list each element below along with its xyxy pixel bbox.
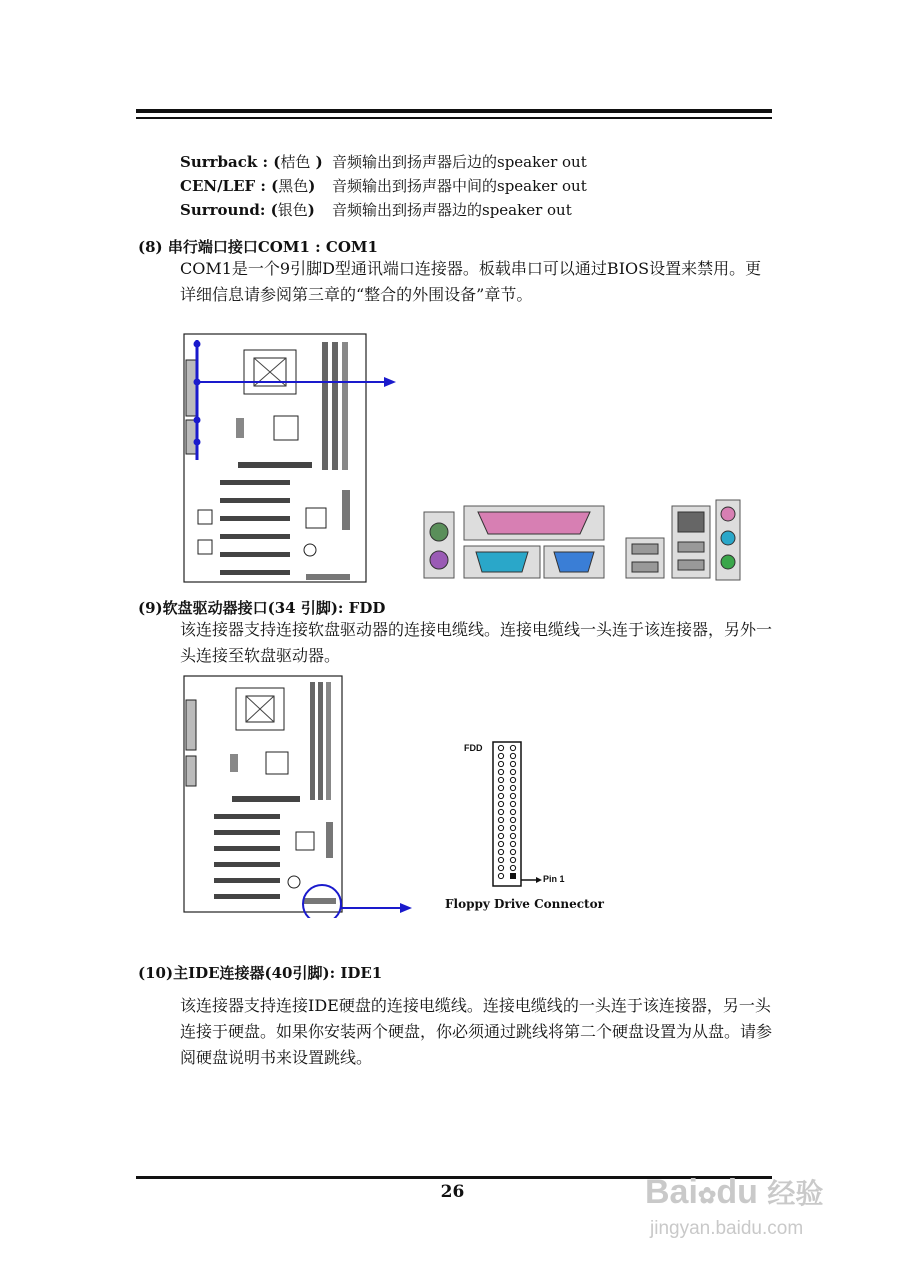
header-rule-thin [136,117,772,119]
fdd-pin [498,777,503,782]
section10-body: 该连接器支持连接IDE硬盘的连接电缆线。连接电缆线的一头连于该连接器，另一头连接于硬盘。如果你安装两个硬盘，你必须通过跳线将第二个硬盘设置为从盘。请参阅硬盘说明书来设置跳线。 [180,996,773,1067]
back-panel-io [420,498,752,584]
fdd-label: FDD [464,743,483,753]
fdd-pin [498,817,503,822]
fdd-pin [510,769,515,774]
audio-label: Surround: ( [180,201,278,219]
fdd-pin [510,785,515,790]
fdd-pin [510,777,515,782]
fdd-pin [498,793,503,798]
audio-color: 桔色 [280,153,311,171]
pin1-label: Pin 1 [543,874,565,884]
fdd-pin [510,753,515,758]
fdd-pin [510,801,515,806]
fdd-pin [498,873,503,878]
page-number: 26 [440,1182,465,1202]
audio-sep: ) [307,201,315,219]
fdd-pin [498,841,503,846]
motherboard-diagram-fdd [176,672,416,918]
fdd-pin [510,761,515,766]
fdd-pin [498,825,503,830]
fdd-connector-pins [490,740,580,890]
fdd-pin [510,849,515,854]
audio-desc: 音频输出到扬声器后边的speaker out [332,153,587,171]
watermark-logo [645,1172,823,1212]
audio-line-cen [180,176,587,196]
fdd-pin [498,857,503,862]
watermark-brand: Bai [645,1173,698,1211]
watermark-url: jingyan.baidu.com [650,1218,804,1239]
audio-sep: ) [308,177,316,195]
fdd-pin [510,865,515,870]
fdd-pin [498,753,503,758]
fdd-pin [498,833,503,838]
fdd-pin [498,865,503,870]
watermark-cn: 经验 [767,1178,824,1209]
section9-body: 该连接器支持连接软盘驱动器的连接电缆线。连接电缆线一头连于该连接器，另外一头连接至软盘驱动器。 [180,620,773,665]
audio-desc: 音频输出到扬声器边的speaker out [332,201,572,219]
audio-color: 银色 [277,201,308,219]
fdd-pin [510,745,515,750]
section10-heading: (10)主IDE连接器(40引脚): IDE1 [138,964,383,982]
fdd-pin [510,841,515,846]
audio-desc: 音频输出到扬声器中间的speaker out [332,177,587,195]
audio-sep: ) [310,153,323,171]
fdd-pin [510,825,515,830]
watermark-brand2: du [716,1173,758,1211]
audio-color: 黑色 [278,177,309,195]
fdd-pin [498,801,503,806]
section8-body: COM1是一个9引脚D型通讯端口连接器。板载串口可以通过BIOS设置来禁用。更详细信息请参阅第三章的“整合的外围设备”章节。 [180,259,762,304]
header-rule-thick [136,109,772,113]
fdd-pin [498,745,503,750]
fdd-pin [498,761,503,766]
motherboard-diagram-com1 [176,330,406,586]
fdd-pin [498,785,503,790]
fdd-pin [498,809,503,814]
fdd-pin [510,817,515,822]
fdd-pin [510,793,515,798]
fdd-pin [510,873,516,879]
audio-label: CEN/LEF : ( [180,177,279,195]
paw-icon: ✿ [697,1183,717,1208]
fdd-pin [510,857,515,862]
audio-label: Surrback : ( [180,153,281,171]
audio-line-surrback [180,152,587,172]
fdd-pin [510,833,515,838]
fdd-pin [510,809,515,814]
audio-line-surround [180,200,572,220]
fdd-pin [498,769,503,774]
fdd-caption: Floppy Drive Connector [445,897,604,911]
fdd-pin [498,849,503,854]
section9-heading: (9)软盘驱动器接口(34 引脚): FDD [138,599,386,617]
section8-heading: (8) 串行端口接口COM1 : COM1 [138,238,378,256]
